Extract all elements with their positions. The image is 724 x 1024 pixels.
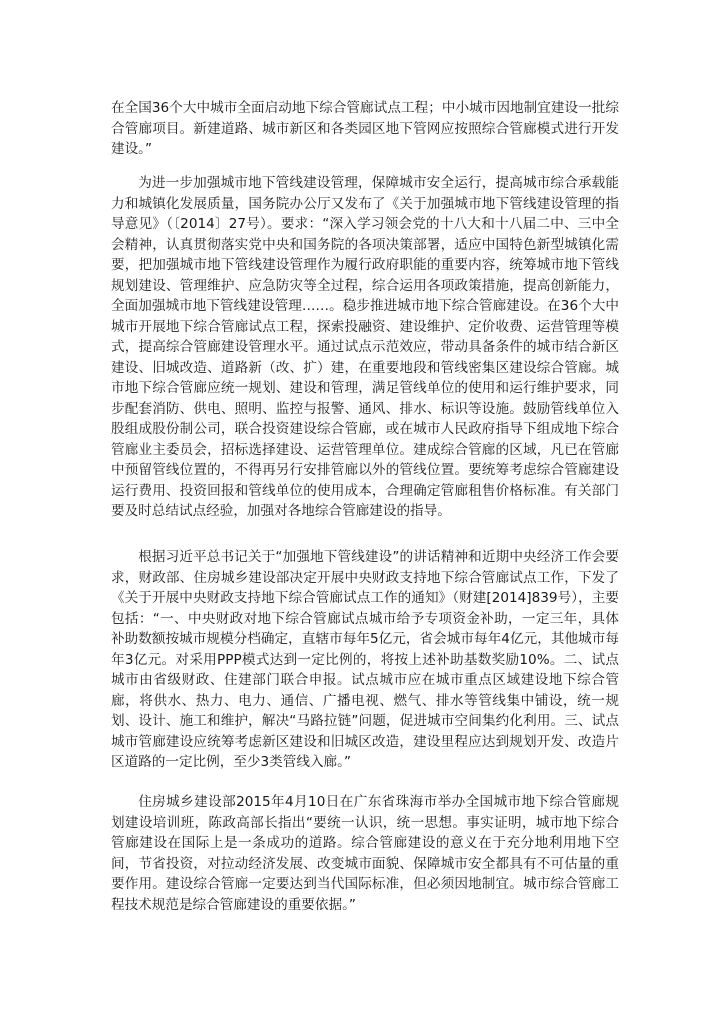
paragraph-zhuhai-training xyxy=(111,792,619,915)
paragraph-text: 在全国36个大中城市全面启动地下综合管廊试点工程；中小城市因地制宜建设一批综合管廊项目。新建道路、城市新区和各类园区地下管网应按照综合管廊模式进行开发建设。” xyxy=(111,100,619,157)
paragraph-state-council-guidance xyxy=(111,173,619,522)
paragraph-continued-quote xyxy=(111,98,619,160)
paragraph-text: 为进一步加强城市地下管线建设管理，保障城市安全运行，提高城市综合承载能力和城镇化发展质量，国务院办公厅又发布了《关于加强城市地下管线建设管理的指导意见》（〔2014〕27号）。要求：“深入学习领会党的十八大和十八届二中、三中全会精神，认真贯彻落实党中央和国务院的各项决策部署，适应中国特色新型城镇化需要，把加强城市地下管线建设管理作为履行政府职能的重要内容，统筹城市地下管线规划建设、管理维护、应急防灾等全过程，综合运用各项政策措施，提高创新能力，全面加强城市地下管线建设管理……。稳步推进城市地下综合管廊建设。在36个大中城市开展地下综合管廊试点工程，探索投融资、建设维护、定价收费、运营管理等模式，提高综合管廊建设管理水平。通过试点示范效应，带动具备条件的城市结合新区建设、旧城改造、道路新（改、扩）建，在重要地段和管线密集区建设综合管廊。城市地下综合管廊应统一规划、建设和管理，满足管线单位的使用和运行维护要求，同步配套消防、供电、照明、监控与报警、通风、排水、标识等设施。鼓励管线单位入股组成股份制公司，联合投资建设综合管廊，或在城市人民政府指导下组成地下综合管廊业主委员会，招标选择建设、运营管理单位。建成综合管廊的区域，凡已在管廊中预留管线位置的，不得再另行安排管廊以外的管线位置。要统筹考虑综合管廊建设运行费用、投资回报和管线单位的使用成本，合理确定管廊租售价格标准。有关部门要及时总结试点经验，加强对各地综合管廊建设的指导。 xyxy=(111,175,619,519)
paragraph-text: 根据习近平总书记关于“加强地下管线建设”的讲话精神和近期中央经济工作会要求，财政部、住房城乡建设部决定开展中央财政支持地下综合管廊试点工作，下发了《关于开展中央财政支持地下综合管廊试点工作的通知》（财建[2014]839号），主要包括：“一、中央财政对地下综合管廊试点城市给予专项资金补助，一定三年，具体补助数额按城市规模分档确定，直辖市每年5亿元，省会城市每年4亿元，其他城市每年3亿元。对采用PPP模式达到一定比例的，将按上述补助基数奖励10%。二、试点城市由省级财政、住建部门联合申报。试点城市应在城市重点区域建设地下综合管廊，将供水、热力、电力、通信、广播电视、燃气、排水等管线集中铺设，统一规划、设计、施工和维护，解决“马路拉链”问题，促进城市空间集约化利用。三、试点城市管廊建设应统筹考虑新区建设和旧城区改造，建设里程应达到规划开发、改造片区道路的一定比例，至少3类管线入廊。” xyxy=(111,549,619,770)
paragraph-central-finance-pilot xyxy=(111,547,619,773)
paragraph-text: 住房城乡建设部2015年4月10日在广东省珠海市举办全国城市地下综合管廊规划建设培训班，陈政高部长指出“要统一认识，统一思想。事实证明，城市地下综合管廊建设在国际上是一条成功的道路。综合管廊建设的意义在于充分地利用地下空间，节省投资，对拉动经济发展、改变城市面貌、保障城市安全都具有不可估量的重要作用。建设综合管廊一定要达到当代国际标准，但必须因地制宜。城市综合管廊工程技术规范是综合管廊建设的重要依据。” xyxy=(111,794,619,913)
